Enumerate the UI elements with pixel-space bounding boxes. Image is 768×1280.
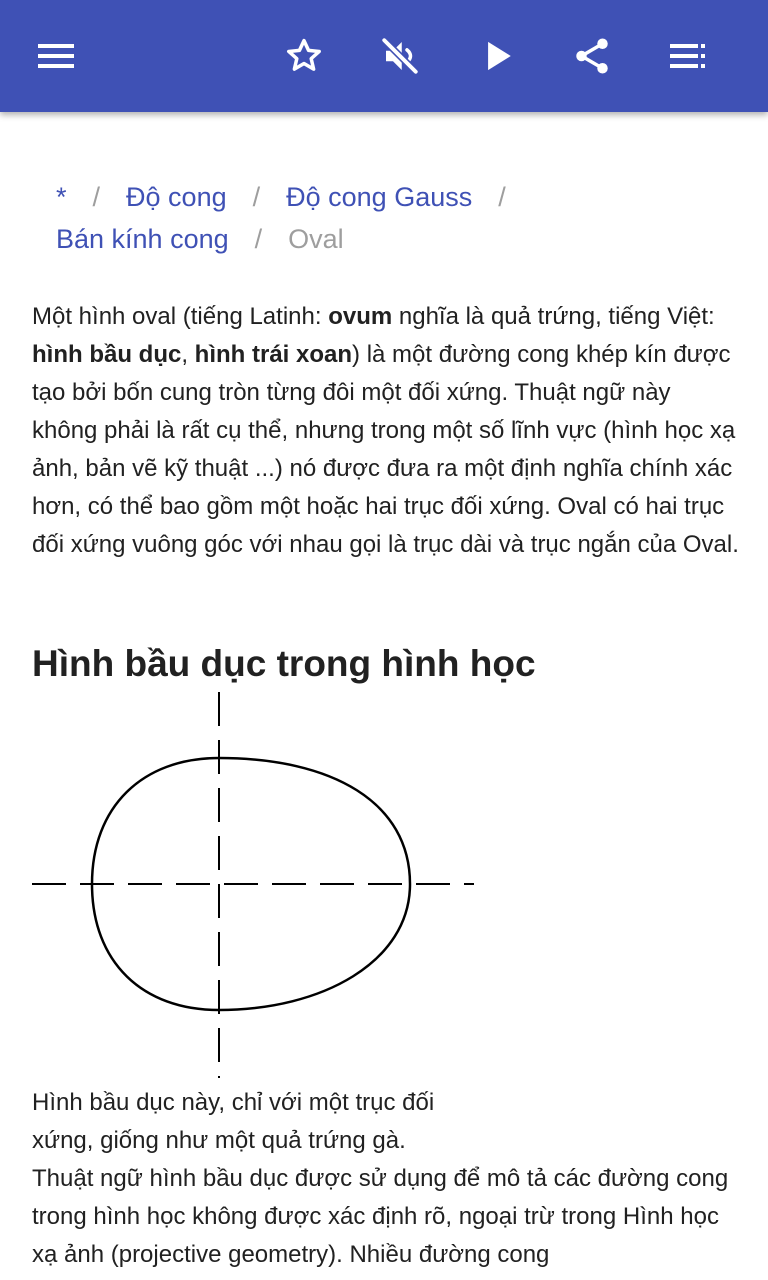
share-icon (571, 35, 613, 77)
intro-bold-term: hình bầu dục (32, 341, 182, 368)
figure-caption: Hình bầu dục này, chỉ với một trục đối xứng, giống như một quả trứng gà. (32, 1089, 435, 1154)
breadcrumb-item-do-cong-gauss[interactable]: Độ cong Gauss (286, 182, 473, 212)
breadcrumb-item-root[interactable]: * (56, 182, 67, 212)
star-icon (283, 35, 325, 77)
intro-bold-term: ovum (328, 303, 393, 330)
breadcrumb-separator: / (498, 182, 506, 212)
intro-text: Một hình oval (tiếng Latinh: (32, 303, 329, 330)
hamburger-menu-icon (36, 36, 76, 76)
breadcrumb-separator: / (254, 224, 263, 254)
intro-text: , (181, 341, 195, 368)
mute-button[interactable] (372, 28, 428, 84)
share-button[interactable] (564, 28, 620, 84)
breadcrumb-item-ban-kinh-cong[interactable]: Bán kính cong (56, 224, 229, 254)
breadcrumb (56, 176, 736, 260)
play-button[interactable] (470, 28, 526, 84)
breadcrumb-separator: / (252, 182, 261, 212)
article-body (32, 298, 742, 564)
intro-bold-term: hình trái xoan (194, 341, 353, 368)
bookmark-button[interactable] (276, 28, 332, 84)
oval-diagram (32, 692, 474, 1078)
table-of-contents-button[interactable] (660, 28, 716, 84)
breadcrumb-separator: / (92, 182, 101, 212)
breadcrumb-item-do-cong[interactable]: Độ cong (126, 182, 227, 212)
app-bar (0, 0, 768, 112)
body-paragraph: Thuật ngữ hình bầu dục được sử dụng để mô tả các đường cong trong hình học không được xác định rõ, ngoại trừ trong Hình học xạ ảnh (projective geometry). Nhiều đường cong (32, 1165, 729, 1268)
intro-paragraph (32, 298, 742, 564)
toc-list-icon (668, 36, 708, 76)
play-icon (481, 39, 515, 73)
volume-off-icon (379, 35, 421, 77)
intro-text: nghĩa là quả trứng, tiếng Việt: (392, 303, 715, 330)
oval-figure[interactable] (32, 692, 474, 1078)
menu-button[interactable] (28, 28, 84, 84)
intro-text: ) là một đường cong khép kín được tạo bởi bốn cung tròn từng đôi một đối xứng. Thuật ngữ này không phải là rất cụ thể, nhưng trong một số lĩnh vực (hình học xạ ảnh, bản vẽ kỹ thuật ...) nó được đưa ra một định nghĩa chính xác hơn, có thể bao gồm một hoặc hai trục đối xứng. Oval có hai trục đối xứng vuông góc với nhau gọi là trục dài và trục ngắn của Oval. (32, 341, 739, 558)
section-heading: Hình bầu dục trong hình học (32, 643, 536, 684)
breadcrumb-current: Oval (288, 224, 344, 254)
